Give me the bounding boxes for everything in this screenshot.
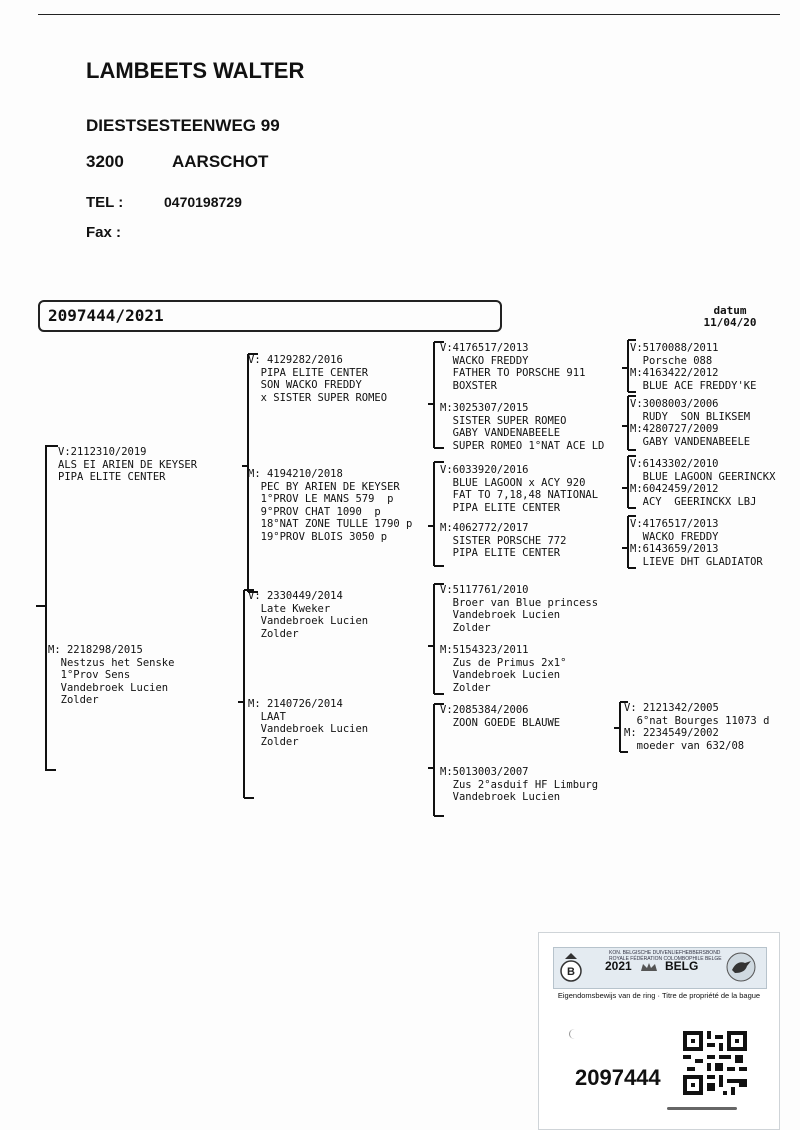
datum-value: 11/04/20	[703, 316, 757, 329]
g4-box-2: V:3008003/2006 RUDY SON BLIKSEM M:4280727/2009 GABY VANDENABEELE	[630, 398, 751, 448]
svg-text:B: B	[567, 966, 575, 978]
owner-name: LAMBEETS WALTER	[86, 58, 305, 83]
crown-icon	[639, 961, 659, 973]
card-mark	[569, 1029, 580, 1039]
owner-city: AARSCHOT	[172, 152, 269, 171]
card-org-nl: KON. BELGISCHE DUIVENLIEFHEBBERSBOND	[609, 950, 721, 956]
sire: V:2112310/2019 ALS EI ARIEN DE KEYSER PIPA ELITE CENTER	[58, 446, 198, 483]
qr-code-icon	[683, 1031, 747, 1095]
ring-ownership-card	[538, 932, 780, 1130]
g4-box-4: V:4176517/2013 WACKO FREDDY M:6143659/2013 LIEVE DHT GLADIATOR	[630, 518, 763, 568]
card-year: 2021	[605, 959, 632, 973]
g4-box-3: V:6143302/2010 BLUE LAGOON GEERINCKX M:6042459/2012 ACY GEERINCKX LBJ	[630, 458, 776, 508]
dam: M: 2218298/2015 Nestzus het Senske 1°Prov Sens Vandebroek Lucien Zolder	[48, 644, 175, 706]
federation-logo-icon	[559, 951, 583, 985]
g4-box-1: V:5170088/2011 Porsche 088 M:4163422/2012 BLUE ACE FREDDY'KE	[630, 342, 757, 392]
owner-street: DIESTSESTEENWEG 99	[86, 116, 280, 135]
card-country: BELG	[665, 959, 699, 973]
card-property-text: Eigendomsbewijs van de ring · Titre de propriété de la bague	[557, 991, 761, 1000]
card-org-fr: ROYALE FÉDÉRATION COLOMBOPHILE BELGE	[609, 956, 722, 962]
fax-label: Fax :	[86, 224, 122, 241]
g3-box-8: M:5013003/2007 Zus 2°asduif HF Limburg Vandebroek Lucien	[440, 766, 599, 803]
g4-box-5: V: 2121342/2005 6°nat Bourges 11073 d M: 2234549/2002 moeder van 632/08	[624, 702, 770, 752]
g3-box-5: V:5117761/2010 Broer van Blue princess Vandebroek Lucien Zolder	[440, 584, 599, 634]
sire-sire: V: 4129282/2016 PIPA ELITE CENTER SON WACKO FREDDY x SISTER SUPER ROMEO	[248, 354, 388, 404]
g3-box-3: V:6033920/2016 BLUE LAGOON x ACY 920 FAT TO 7,18,48 NATIONAL PIPA ELITE CENTER	[440, 464, 599, 514]
pigeon-icon	[723, 951, 759, 983]
datum-label: datum	[713, 304, 747, 317]
g3-box-7: V:2085384/2006 ZOON GOEDE BLAUWE	[440, 704, 561, 729]
ring-number: 2097444/2021	[48, 306, 164, 325]
g3-box-4: M:4062772/2017 SISTER PORSCHE 772 PIPA ELITE CENTER	[440, 522, 567, 559]
dam-dam: M: 2140726/2014 LAAT Vandebroek Lucien Zolder	[248, 698, 369, 748]
g3-box-1: V:4176517/2013 WACKO FREDDY FATHER TO PORSCHE 911 BOXSTER	[440, 342, 586, 392]
tel-label: TEL :	[86, 194, 124, 211]
dam-sire: V: 2330449/2014 Late Kweker Vandebroek Lucien Zolder	[248, 590, 369, 640]
g3-box-6: M:5154323/2011 Zus de Primus 2x1° Vandebroek Lucien Zolder	[440, 644, 567, 694]
tel-value: 0470198729	[164, 194, 242, 210]
sire-dam: M: 4194210/2018 PEC BY ARIEN DE KEYSER 1°PROV LE MANS 579 p 9°PROV CHAT 1090 p 18°NAT ZONE TULLE 1790 p 19°PROV BLOIS 3050 p	[248, 468, 413, 543]
owner-postcode: 3200	[86, 152, 124, 171]
card-ring-number: 2097444	[575, 1065, 661, 1090]
card-tear-mark	[667, 1107, 737, 1110]
g3-box-2: M:3025307/2015 SISTER SUPER ROMEO GABY VANDENABEELE SUPER ROMEO 1°NAT ACE LD	[440, 402, 605, 452]
